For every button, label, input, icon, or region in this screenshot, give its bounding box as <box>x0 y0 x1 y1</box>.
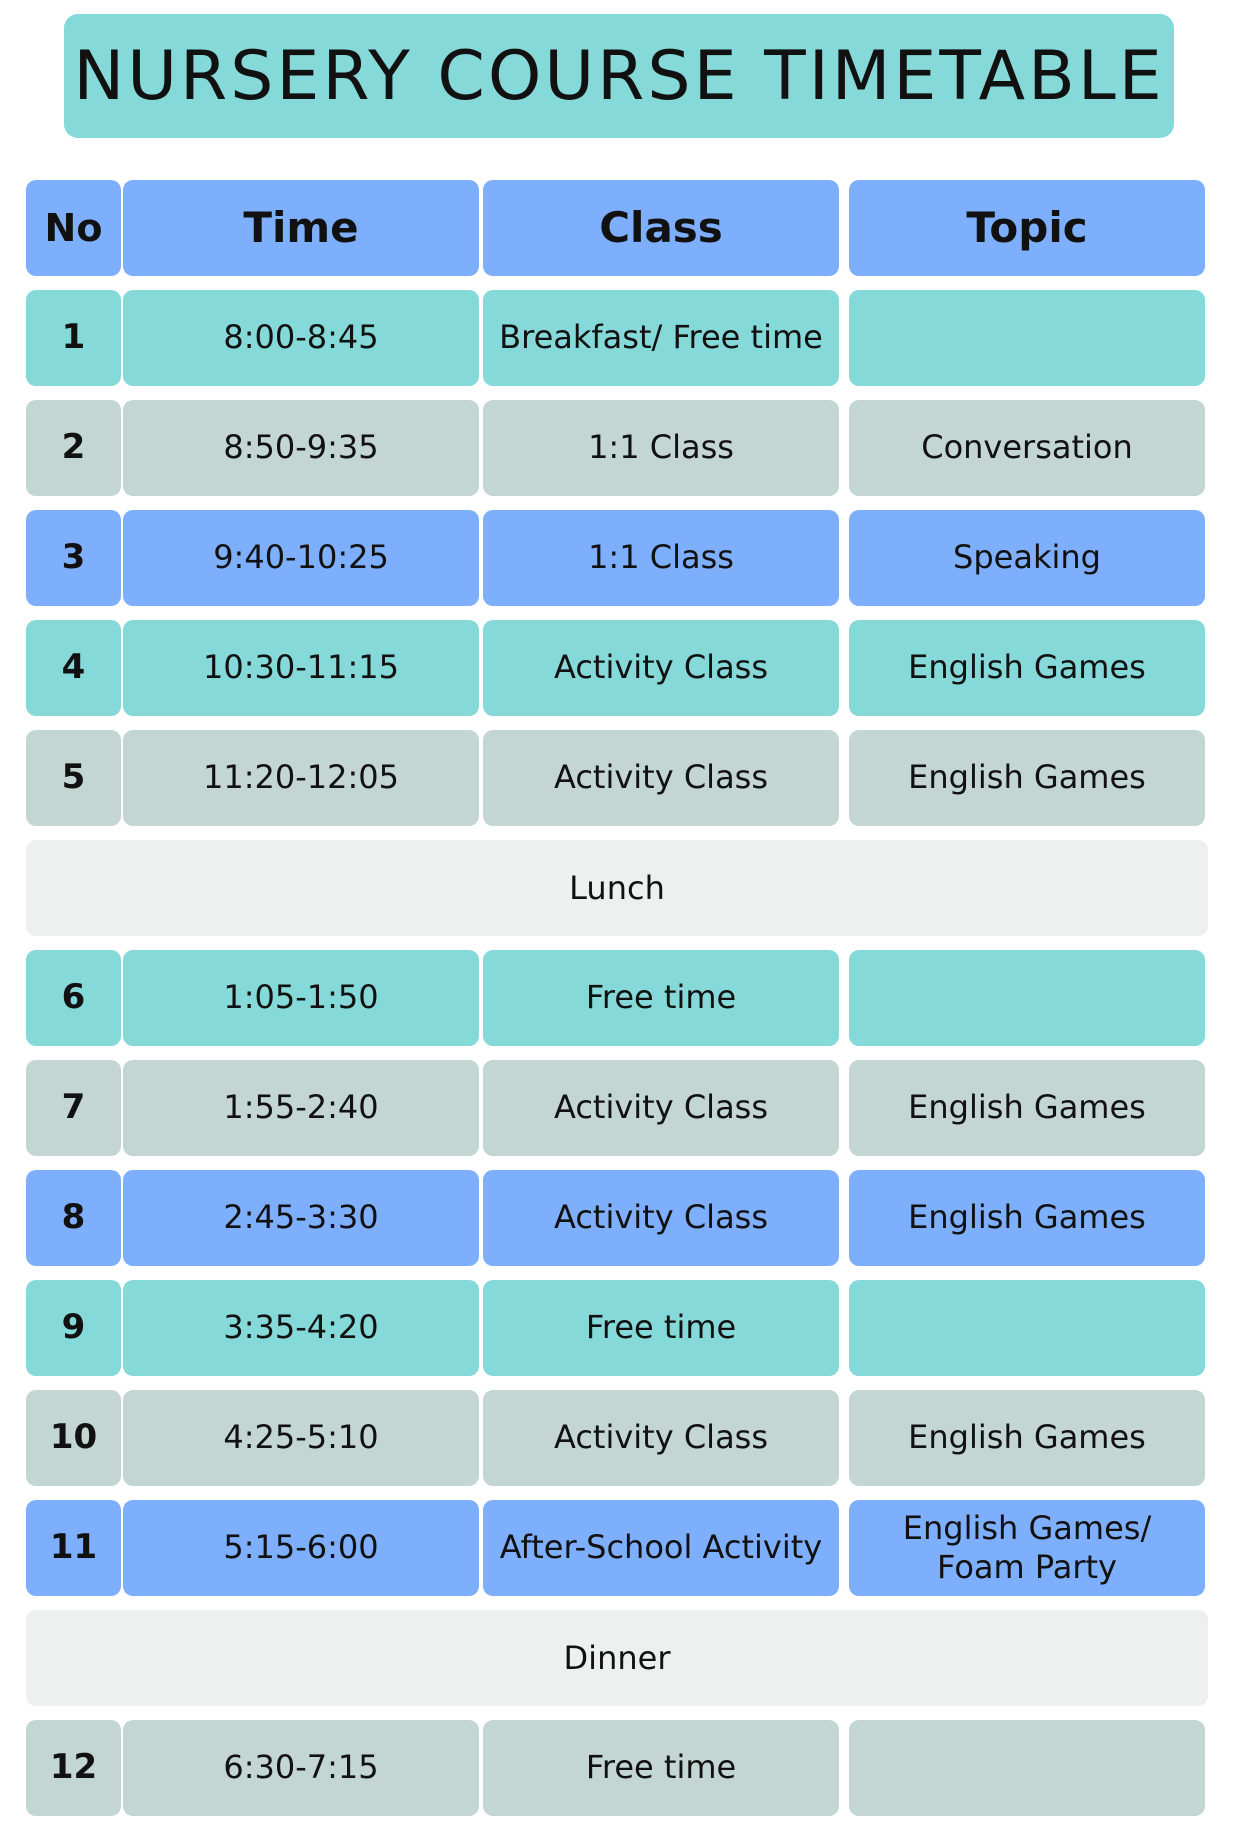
header-class: Class <box>483 180 839 276</box>
row-topic: English Games <box>849 1060 1205 1156</box>
row-class: Activity Class <box>483 1060 839 1156</box>
row-time: 1:55-2:40 <box>123 1060 479 1156</box>
row-number: 6 <box>26 950 121 1046</box>
row-topic: English Games <box>849 1390 1205 1486</box>
table-row <box>26 1720 1208 1816</box>
row-time: 11:20-12:05 <box>123 730 479 826</box>
row-topic <box>849 1720 1205 1816</box>
table-row <box>26 1170 1208 1266</box>
row-number: 4 <box>26 620 121 716</box>
table-row <box>26 290 1208 386</box>
table-header-row <box>26 180 1208 276</box>
row-class: Free time <box>483 950 839 1046</box>
row-time: 6:30-7:15 <box>123 1720 479 1816</box>
table-row <box>26 620 1208 716</box>
row-number: 2 <box>26 400 121 496</box>
row-number: 11 <box>26 1500 121 1596</box>
lunch-label: Lunch <box>26 840 1208 936</box>
row-class: 1:1 Class <box>483 510 839 606</box>
row-number: 5 <box>26 730 121 826</box>
row-class: Free time <box>483 1720 839 1816</box>
table-row <box>26 950 1208 1046</box>
row-topic: English Games/ Foam Party <box>849 1500 1205 1596</box>
lunch-row <box>26 840 1208 936</box>
table-row <box>26 1060 1208 1156</box>
table-row <box>26 1390 1208 1486</box>
row-class: Breakfast/ Free time <box>483 290 839 386</box>
row-number: 9 <box>26 1280 121 1376</box>
row-time: 9:40-10:25 <box>123 510 479 606</box>
row-class: Activity Class <box>483 1390 839 1486</box>
row-topic <box>849 290 1205 386</box>
row-time: 8:50-9:35 <box>123 400 479 496</box>
row-time: 3:35-4:20 <box>123 1280 479 1376</box>
row-time: 10:30-11:15 <box>123 620 479 716</box>
table-row <box>26 730 1208 826</box>
dinner-row <box>26 1610 1208 1706</box>
row-time: 8:00-8:45 <box>123 290 479 386</box>
dinner-label: Dinner <box>26 1610 1208 1706</box>
row-topic <box>849 1280 1205 1376</box>
row-class: Activity Class <box>483 620 839 716</box>
row-class: Activity Class <box>483 1170 839 1266</box>
row-class: 1:1 Class <box>483 400 839 496</box>
header-topic: Topic <box>849 180 1205 276</box>
row-number: 10 <box>26 1390 121 1486</box>
row-topic: Conversation <box>849 400 1205 496</box>
row-topic: English Games <box>849 1170 1205 1266</box>
table-row <box>26 510 1208 606</box>
page-title: NURSERY COURSE TIMETABLE <box>73 36 1165 116</box>
table-row <box>26 1500 1208 1596</box>
title-banner <box>64 14 1174 138</box>
row-number: 7 <box>26 1060 121 1156</box>
header-time: Time <box>123 180 479 276</box>
table-row <box>26 1280 1208 1376</box>
row-topic <box>849 950 1205 1046</box>
header-no: No <box>26 180 121 276</box>
row-time: 2:45-3:30 <box>123 1170 479 1266</box>
row-topic: English Games <box>849 620 1205 716</box>
row-class: Activity Class <box>483 730 839 826</box>
row-number: 12 <box>26 1720 121 1816</box>
row-number: 1 <box>26 290 121 386</box>
row-class: Free time <box>483 1280 839 1376</box>
row-topic: English Games <box>849 730 1205 826</box>
row-number: 3 <box>26 510 121 606</box>
row-number: 8 <box>26 1170 121 1266</box>
row-class: After-School Activity <box>483 1500 839 1596</box>
row-topic: Speaking <box>849 510 1205 606</box>
row-time: 5:15-6:00 <box>123 1500 479 1596</box>
table-row <box>26 400 1208 496</box>
row-time: 1:05-1:50 <box>123 950 479 1046</box>
row-time: 4:25-5:10 <box>123 1390 479 1486</box>
